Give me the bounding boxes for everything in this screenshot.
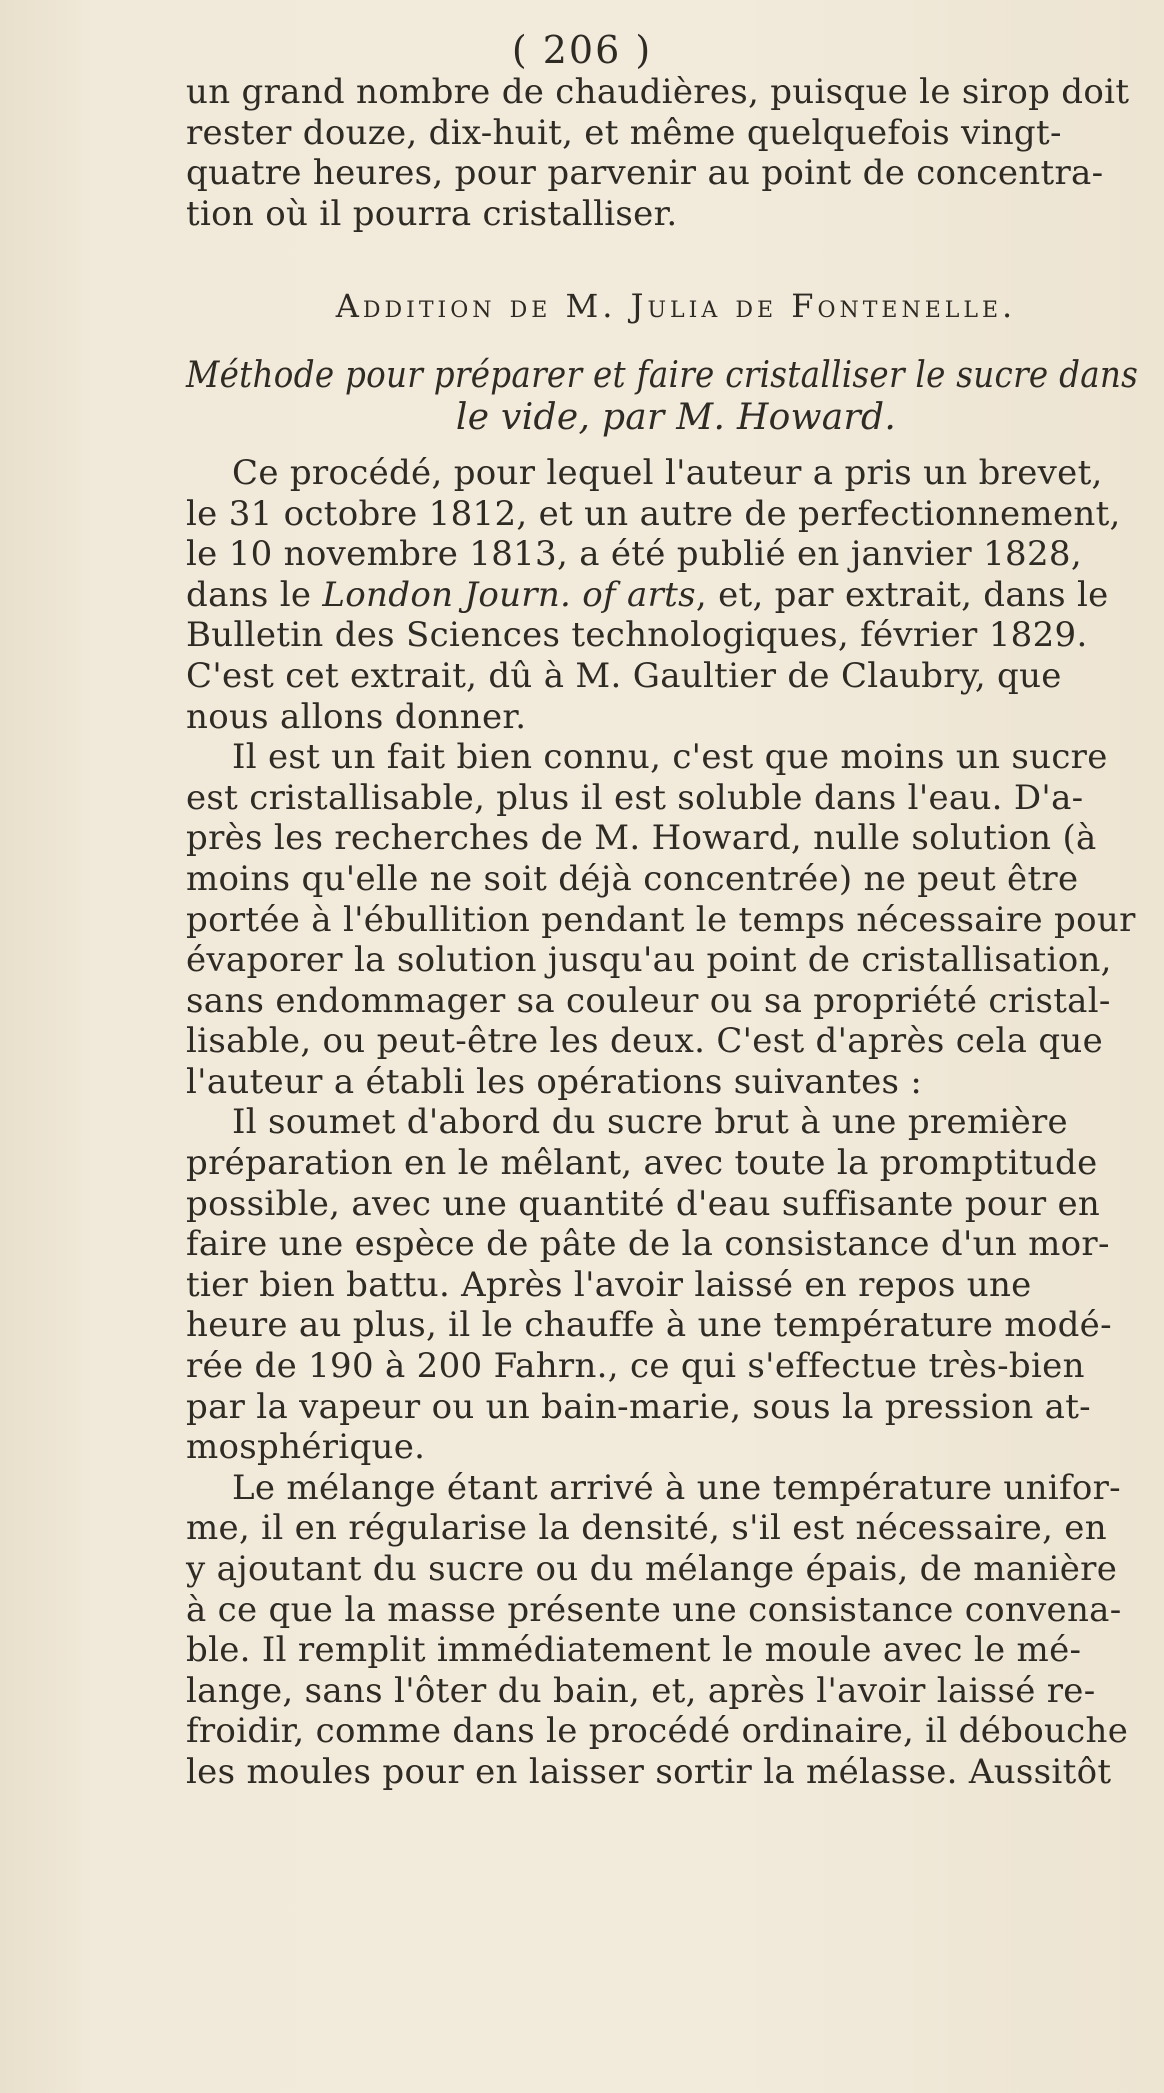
text-line: est cristallisable, plus il est soluble dans l'eau. D'a-	[186, 777, 1084, 818]
text-line: y ajoutant du sucre ou du mélange épais, de manière	[186, 1549, 1118, 1589]
text-line: lisable, ou peut-être les deux. C'est d'après cela que	[186, 1021, 1104, 1062]
text-line: le 31 octobre 1812, et un autre de perfectionnement,	[186, 493, 1121, 534]
text-line	[186, 575, 1164, 616]
text-line: Ce procédé, pour lequel l'auteur a pris un brevet,	[232, 452, 1103, 493]
text-line: Il est un fait bien connu, c'est que moins un sucre	[232, 737, 1108, 778]
paragraph-4	[186, 1468, 1164, 1793]
text-line: sans endommager sa couleur ou sa propriété cristal-	[186, 980, 1111, 1021]
text-span: dans le	[186, 574, 323, 615]
text-line: faire une espèce de pâte de la consistance d'un mor-	[186, 1224, 1110, 1265]
text-line: tier bien battu. Après l'avoir laissé en repos une	[186, 1264, 1032, 1305]
journal-title: London Journ. of arts	[322, 574, 696, 615]
text-line: Il soumet d'abord du sucre brut à une première	[232, 1102, 1068, 1143]
text-line: heure au plus, il le chauffe à une température modé-	[186, 1305, 1112, 1346]
text-line: me, il en régularise la densité, s'il est nécessaire, en	[186, 1508, 1107, 1549]
text-line: près les recherches de M. Howard, nulle solution (à	[186, 818, 1097, 859]
page-body	[186, 72, 1164, 1793]
text-span: , et, par extrait, dans le	[695, 574, 1109, 615]
subtitle-line: le vide, par M. Howard.	[455, 396, 897, 438]
paragraph-1	[186, 453, 1164, 737]
text-line: possible, avec une quantité d'eau suffisante pour en	[186, 1183, 1101, 1224]
text-line: à ce que la masse présente une consistance convena-	[186, 1589, 1122, 1630]
section-heading: Addition de M. Julia de Fontenelle.	[335, 287, 1017, 326]
continued-paragraph	[186, 72, 1164, 234]
text-line: lange, sans l'ôter du bain, et, après l'avoir laissé re-	[186, 1670, 1096, 1711]
page-number: ( 206 )	[511, 28, 653, 72]
text-line: moins qu'elle ne soit déjà concentrée) ne peut être	[186, 858, 1079, 899]
paragraph-2	[186, 737, 1164, 1102]
text-line: les moules pour en laisser sortir la mélasse. Aussitôt	[186, 1751, 1112, 1792]
paragraph-3	[186, 1102, 1164, 1467]
text-line: nous allons donner.	[186, 696, 527, 737]
text-line: évaporer la solution jusqu'au point de cristallisation,	[186, 940, 1112, 981]
subtitle-line: Méthode pour préparer et faire cristalliser le sucre dans	[186, 354, 1139, 396]
text-line: mosphérique.	[186, 1427, 426, 1468]
text-line: Le mélange étant arrivé à une température unifor-	[232, 1467, 1121, 1508]
text-line: Bulletin des Sciences technologiques, février 1829.	[186, 615, 1088, 656]
text-line: rester douze, dix-huit, et même quelquefois vingt-	[186, 112, 1062, 153]
text-line: ble. Il remplit immédiatement le moule avec le mé-	[186, 1630, 1082, 1671]
text-line: froidir, comme dans le procédé ordinaire, il débouche	[186, 1711, 1129, 1752]
text-line: préparation en le mêlant, avec toute la promptitude	[186, 1143, 1098, 1184]
text-line: le 10 novembre 1813, a été publié en janvier 1828,	[186, 534, 1082, 575]
text-line: C'est cet extrait, dû à M. Gaultier de Claubry, que	[186, 655, 1062, 696]
text-line: par la vapeur ou un bain-marie, sous la pression at-	[186, 1386, 1091, 1427]
text-line: portée à l'ébullition pendant le temps nécessaire pour	[186, 899, 1136, 940]
text-line: un grand nombre de chaudières, puisque le sirop doit	[186, 72, 1130, 112]
text-line: l'auteur a établi les opérations suivantes :	[186, 1061, 923, 1102]
text-line: quatre heures, pour parvenir au point de concentra-	[186, 153, 1104, 194]
section-subtitle	[186, 355, 1164, 439]
text-line: tion où il pourra cristalliser.	[186, 193, 678, 234]
text-line: rée de 190 à 200 Fahrn., ce qui s'effectue très-bien	[186, 1346, 1085, 1387]
